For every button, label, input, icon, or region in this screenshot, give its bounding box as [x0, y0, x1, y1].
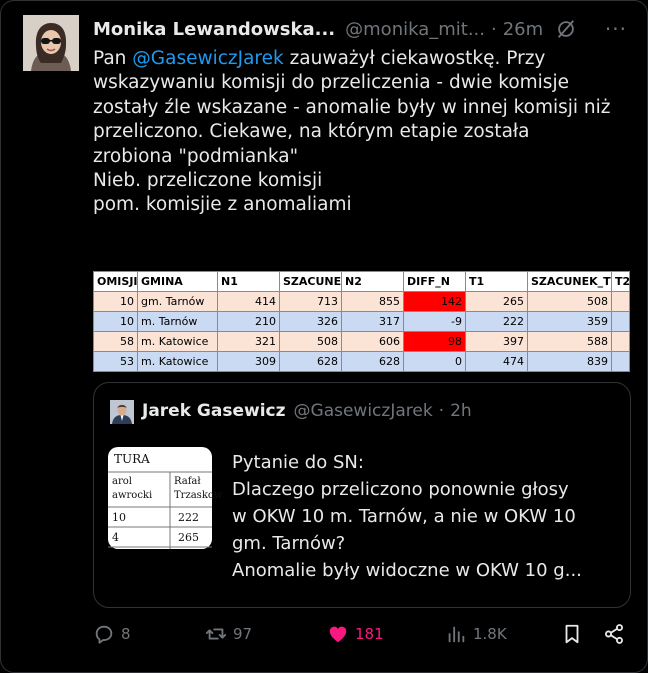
- table-header-cell: N2: [342, 272, 404, 292]
- table-cell: 606: [342, 332, 404, 352]
- separator: ·: [491, 18, 497, 40]
- tweet-line-text: zauważył ciekawostkę. Przy: [283, 48, 546, 69]
- quoted-line: Anomalie były widoczne w OKW 10 g...: [232, 560, 582, 581]
- table-cell-highlighted: 142: [404, 292, 466, 312]
- tweet-line: przeliczono. Ciekawe, na którym etapie została: [93, 121, 530, 143]
- table-header-cell: SZACUNEK_T: [528, 272, 612, 292]
- share-button[interactable]: [603, 623, 625, 645]
- table-cell: 855: [342, 292, 404, 312]
- quoted-author-name[interactable]: Jarek Gasewicz: [142, 401, 286, 421]
- attached-image-table[interactable]: [93, 271, 629, 372]
- table-cell: 10: [94, 312, 138, 332]
- table-cell: 713: [280, 292, 342, 312]
- views-icon: [445, 623, 467, 645]
- quoted-author-handle[interactable]: @GasewiczJarek: [293, 401, 433, 421]
- table-cell: 474: [466, 352, 528, 372]
- grok-icon[interactable]: [555, 18, 577, 40]
- table-cell: 265: [466, 292, 528, 312]
- table-cell: 588: [528, 332, 612, 352]
- table-cell: 210: [218, 312, 280, 332]
- table-cell: m. Tarnów: [138, 312, 218, 332]
- table-cell: 839: [528, 352, 612, 372]
- quoted-line: w OKW 10 m. Tarnów, a nie w OKW 10: [232, 506, 576, 527]
- author-name[interactable]: Monika Lewandowska...: [93, 18, 336, 40]
- table-cell: m. Katowice: [138, 352, 218, 372]
- table-cell: 53: [94, 352, 138, 372]
- reply-button[interactable]: [93, 623, 131, 645]
- table-row: [94, 332, 630, 352]
- repost-count: 97: [233, 625, 253, 643]
- tweet-line: [93, 47, 633, 71]
- table-header-cell: GMINA: [138, 272, 218, 292]
- thumb-cell: 10: [112, 511, 126, 524]
- spreadsheet-table: [93, 271, 630, 372]
- repost-button[interactable]: [205, 623, 252, 645]
- thumb-col2-header: Trzaskow: [174, 490, 223, 501]
- tweet-line: zostały źle wskazane - anomalie były w innej komisji niż: [93, 96, 611, 118]
- bookmark-button[interactable]: [561, 623, 583, 645]
- quoted-avatar[interactable]: [110, 400, 134, 424]
- reply-count: 8: [121, 625, 131, 643]
- table-header-cell: N1: [218, 272, 280, 292]
- thumb-cell: 265: [178, 531, 199, 544]
- action-bar: [93, 623, 633, 653]
- table-cell: [612, 312, 630, 332]
- tweet-text: [93, 47, 633, 218]
- tweet-line: wskazywaniu komisji do przeliczenia - dwie komisje: [93, 72, 569, 94]
- table-cell: 326: [280, 312, 342, 332]
- like-count: 181: [355, 625, 384, 643]
- tweet-line: Nieb. przeliczone komisji: [93, 170, 323, 192]
- bookmark-icon: [561, 623, 583, 645]
- thumb-col2-header: Rafał: [174, 476, 201, 487]
- table-cell: 222: [466, 312, 528, 332]
- quoted-line: gm. Tarnów?: [232, 533, 346, 554]
- tweet-line: zrobiona "podmianka": [93, 145, 299, 167]
- table-cell: 628: [280, 352, 342, 372]
- table-cell: gm. Tarnów: [138, 292, 218, 312]
- table-row: [94, 312, 630, 332]
- table-cell: m. Katowice: [138, 332, 218, 352]
- quoted-tweet[interactable]: [93, 382, 631, 608]
- author-handle[interactable]: @monika_mit...: [345, 18, 485, 40]
- thumb-cell: 4: [112, 531, 119, 544]
- reply-icon: [93, 623, 115, 645]
- table-row: [94, 352, 630, 372]
- views-count: 1.8K: [473, 625, 507, 643]
- table-cell: 359: [528, 312, 612, 332]
- table-header-row: [94, 272, 630, 292]
- thumb-col1-header: awrocki: [112, 490, 153, 501]
- mention-link[interactable]: @GasewiczJarek: [132, 48, 284, 69]
- quoted-text: [232, 449, 622, 584]
- like-icon: [327, 623, 349, 645]
- tweet-line-text: Pan: [93, 48, 133, 69]
- table-cell: 58: [94, 332, 138, 352]
- table-cell: 0: [404, 352, 466, 372]
- like-button[interactable]: [327, 623, 384, 645]
- tweet-header: [93, 16, 627, 42]
- tweet-line: pom. komisjie z anomaliami: [93, 194, 352, 216]
- table-header-cell: SZACUNE: [280, 272, 342, 292]
- thumb-cell: 222: [178, 511, 199, 524]
- table-cell: [612, 332, 630, 352]
- table-cell: 508: [528, 292, 612, 312]
- table-cell: [612, 352, 630, 372]
- thumb-title: TURA: [114, 452, 150, 466]
- table-header-cell: T2: [612, 272, 630, 292]
- share-icon: [603, 623, 625, 645]
- table-cell: [612, 292, 630, 312]
- table-cell: 10: [94, 292, 138, 312]
- table-cell: -9: [404, 312, 466, 332]
- table-header-cell: OMISJI: [94, 272, 138, 292]
- table-cell-highlighted: 98: [404, 332, 466, 352]
- table-header-cell: DIFF_N: [404, 272, 466, 292]
- table-cell: 397: [466, 332, 528, 352]
- separator: ·: [438, 401, 445, 421]
- timestamp[interactable]: 26m: [502, 18, 544, 40]
- avatar[interactable]: [23, 15, 79, 71]
- table-row: [94, 292, 630, 312]
- table-cell: 321: [218, 332, 280, 352]
- more-icon[interactable]: ···: [604, 17, 627, 41]
- table-cell: 317: [342, 312, 404, 332]
- table-cell: 414: [218, 292, 280, 312]
- table-header-cell: T1: [466, 272, 528, 292]
- quoted-line: Pytanie do SN:: [232, 452, 364, 473]
- table-cell: 508: [280, 332, 342, 352]
- quoted-timestamp[interactable]: 2h: [450, 401, 472, 421]
- views-button[interactable]: [445, 623, 507, 645]
- thumb-col1-header: arol: [112, 476, 132, 487]
- table-cell: 309: [218, 352, 280, 372]
- repost-icon: [205, 623, 227, 645]
- quoted-header: [142, 401, 472, 421]
- table-cell: 628: [342, 352, 404, 372]
- quoted-line: Dlaczego przeliczono ponownie głosy: [232, 479, 569, 500]
- quoted-image-thumbnail[interactable]: [108, 447, 223, 549]
